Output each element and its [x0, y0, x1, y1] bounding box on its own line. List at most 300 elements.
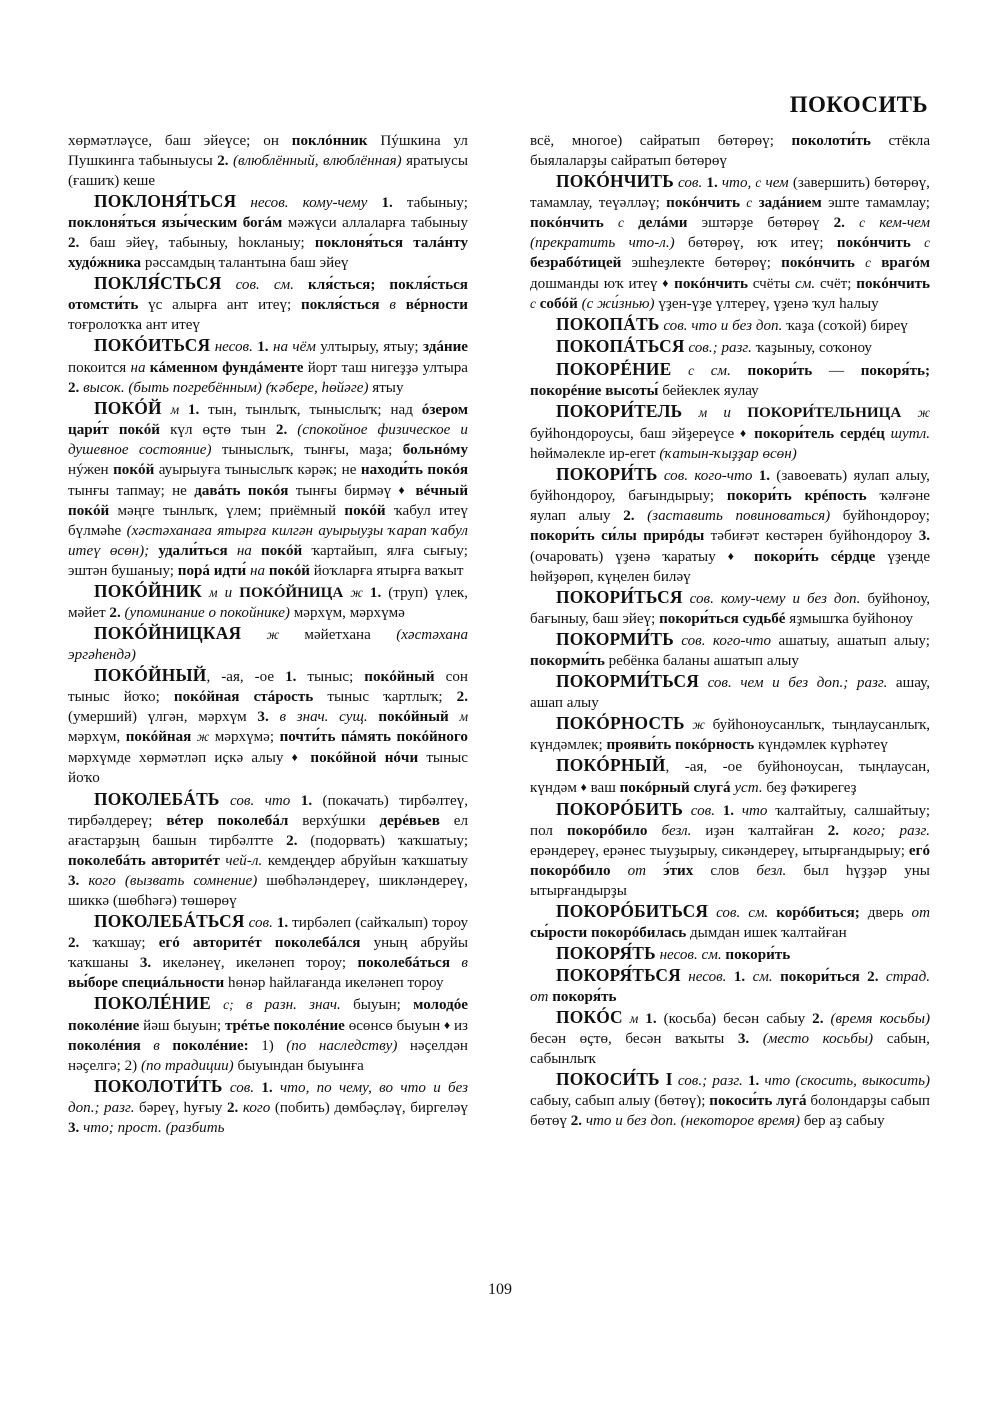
illustrative-phrase: фундáменте — [222, 359, 304, 376]
gloss-italic: покойнике) — [219, 605, 290, 622]
translation-text: Пушкинга — [68, 153, 135, 170]
dictionary-entry — [530, 901, 930, 943]
illustrative-phrase: пáмять — [340, 729, 392, 746]
translation-text: эште — [828, 195, 860, 212]
translation-text: фәҡирегеҙ — [790, 780, 857, 797]
gloss-italic: һөйәге) — [321, 379, 369, 396]
translation-text: дөмбәҫләү, — [334, 1100, 406, 1117]
translation-text: покоится — [68, 359, 127, 376]
translation-text: тороу — [432, 914, 469, 931]
gender-marker: ж — [692, 717, 705, 733]
gender-marker: ж — [917, 404, 931, 420]
gloss-italic: (быть — [128, 379, 169, 396]
gender-marker: с — [530, 296, 536, 312]
entry-headword: ПОКÓС — [556, 1006, 623, 1027]
translation-text: тыңлаусанлыҡ, — [832, 717, 931, 734]
grammar-label: несов. — [688, 968, 727, 985]
gender-marker: с — [755, 175, 762, 191]
sense-number: 2. — [68, 235, 80, 252]
grammar-label: сов. — [663, 318, 688, 335]
translation-text: биргеләү — [410, 1100, 468, 1117]
sense-number: 3. — [918, 527, 931, 544]
translation-text: дверь — [867, 904, 904, 921]
translation-text: күл — [170, 421, 193, 438]
translation-text: ҡул — [812, 296, 836, 313]
grammar-label: в — [245, 996, 253, 1013]
gloss-italic: (заставить — [647, 507, 723, 524]
translation-text: алыу — [578, 507, 611, 524]
gloss-italic: сомнение) — [193, 872, 258, 889]
left-column — [68, 131, 468, 1271]
grammar-label: см. — [701, 946, 722, 963]
illustrative-phrase: задáнием — [758, 195, 822, 212]
translation-text: тыңлаусан, — [858, 759, 930, 776]
gloss-italic: погребённым) — [172, 379, 262, 396]
translation-text: сабын, — [886, 1031, 930, 1048]
entry-headword: ПОКОРМИ́ТЬ — [556, 629, 674, 650]
illustrative-phrase: давáть — [194, 482, 241, 499]
translation-text: мәрхүмә — [349, 605, 405, 622]
translation-text: мәрхүмә; — [214, 729, 275, 746]
gloss-italic: (с — [581, 296, 594, 313]
grammar-label: страд. — [885, 968, 930, 985]
translation-text: абруйын — [340, 852, 397, 869]
grammar-label: доп.; — [68, 1100, 100, 1117]
grammar-label: сов. — [248, 914, 273, 931]
grammar-label: чем — [740, 675, 764, 692]
translation-text: ялға — [386, 542, 415, 559]
gloss-italic: влюблённая) — [323, 153, 402, 170]
translation-text: абруйы — [420, 934, 469, 951]
illustrative-phrase: вéрности — [405, 297, 469, 314]
gloss-italic: (время — [830, 1010, 873, 1027]
sense-number: 1. — [300, 792, 313, 809]
gloss-italic: традиции) — [164, 1058, 234, 1075]
illustrative-phrase: поклóнник — [291, 133, 368, 149]
gloss-italic: итеү — [68, 542, 101, 559]
illustrative-phrase: покля́сться — [301, 297, 380, 314]
gloss-italic: (ҡәбере, — [265, 379, 318, 396]
grammar-label: кому-чему — [720, 591, 786, 608]
entry-headword: ПОКОРИ́ТЬСЯ — [556, 587, 683, 608]
entry-headword: ПОКÓЙ — [94, 397, 162, 418]
translation-text: аллаларға — [342, 215, 406, 232]
grammar-label: см. — [273, 277, 294, 294]
translation-text: һайлағанда — [269, 974, 342, 991]
translation-text: быуынға — [307, 1058, 364, 1075]
translation-text: бөтөрөү; — [717, 133, 774, 149]
gloss-italic: (прекратить — [530, 235, 616, 252]
translation-text: төшөрөү — [180, 892, 237, 909]
phraseology-lozenge: ♦ — [580, 780, 587, 795]
translation-text: (завершить) — [792, 175, 871, 192]
dictionary-entry — [530, 671, 930, 713]
gloss-italic: (место — [762, 1031, 810, 1048]
sense-number: 1. — [276, 914, 289, 931]
translation-text: йоҡо; — [123, 689, 160, 706]
translation-text: ваҡыт — [424, 562, 464, 579]
translation-text: күндәмлек — [758, 737, 827, 754]
illustrative-phrase: покоря́ть — [552, 988, 617, 1005]
dictionary-entry — [530, 336, 930, 358]
entry-headword: ПОКÓЙНИК — [94, 581, 202, 602]
entry-headword: ПОКЛОНЯ́ТЬСЯ — [94, 191, 237, 212]
sense-number: 1. — [381, 195, 393, 212]
translation-text: сабып — [890, 1093, 930, 1110]
translation-text: не — [341, 461, 357, 478]
illustrative-phrase: покорóбилась — [591, 924, 687, 941]
translation-text: ҡалтайған — [748, 822, 814, 839]
gender-marker: м — [459, 709, 468, 725]
translation-text: ятыу — [372, 379, 404, 396]
sense-number: 2. — [217, 153, 229, 170]
entry-headword: ПОКОРÓБИТЬСЯ — [556, 900, 709, 921]
translation-text: быуын; — [173, 1018, 222, 1035]
dictionary-entry — [68, 581, 468, 623]
dictionary-entry — [68, 1076, 468, 1138]
grammar-label: без — [806, 591, 827, 608]
translation-text: уны — [904, 862, 930, 879]
illustrative-phrase: здáние — [422, 339, 469, 356]
translation-text: дымдан — [689, 924, 740, 941]
dictionary-entry — [530, 314, 930, 336]
gloss-italic: и — [460, 421, 468, 438]
translation-text: (очаровать) — [530, 548, 604, 565]
grammar-label: сов.; — [677, 1073, 708, 1090]
translation-text: 2) — [124, 1058, 138, 1075]
translation-text: ҡаҡшаны — [68, 954, 129, 971]
translation-text: нәҫелдән — [409, 1038, 468, 1055]
gloss-italic: (по — [286, 1038, 307, 1055]
translation-text: быуындан — [237, 1058, 304, 1075]
translation-text: мәрхүм, — [68, 729, 121, 746]
gloss-italic: (некоторое — [680, 1113, 755, 1130]
grammar-label: что — [585, 1113, 612, 1130]
translation-text: өҫтө, — [579, 1031, 612, 1048]
entry-headword: ПОКÓРНЫЙ — [556, 755, 666, 776]
gloss-italic: наследству) — [318, 1038, 398, 1055]
illustrative-phrase: покóйный — [378, 709, 449, 726]
grammar-label: от — [911, 904, 930, 921]
gloss-italic: өсөн) — [762, 445, 797, 462]
translation-text: табыныу, — [168, 235, 228, 252]
dictionary-entry — [530, 464, 930, 587]
translation-text: -ое — [722, 759, 743, 776]
translation-text: күндәмлек; — [530, 737, 603, 754]
illustrative-phrase: сы́рости — [530, 924, 588, 941]
illustrative-phrase: стáрость — [253, 689, 314, 706]
translation-text: ятыу; — [383, 339, 419, 356]
grammar-label: см. — [710, 362, 731, 379]
translation-text: бесән — [723, 1010, 760, 1027]
translation-text: кәрәк; — [297, 461, 338, 478]
illustrative-phrase: покори́тель — [754, 425, 835, 442]
gender-marker: ж — [266, 627, 280, 643]
grammar-label: и — [433, 1080, 441, 1097]
illustrative-phrase: покоси́ть — [709, 1093, 773, 1110]
grammar-label: сов. — [681, 633, 706, 650]
gender-marker: с — [746, 195, 753, 211]
entry-headword: ПОКÓИТЬСЯ — [94, 335, 211, 356]
translation-text: бейеклек — [662, 382, 721, 399]
translation-text: верхýшки — [302, 812, 366, 829]
translation-text: үлтереү, — [715, 296, 770, 313]
dictionary-entry — [68, 623, 468, 665]
translation-text: сайратып — [610, 153, 672, 170]
translation-text: йоҡо — [68, 770, 100, 787]
translation-text: бүлмәһе — [68, 522, 122, 539]
translation-text: сайратып — [639, 133, 701, 149]
translation-text: ытырғандырҙы — [530, 882, 627, 899]
translation-text: тирбәлеп — [292, 914, 352, 931]
grammar-label: что — [400, 1080, 426, 1097]
illustrative-phrase: покóй — [68, 502, 110, 519]
translation-text: буйһоноу, — [867, 591, 931, 608]
translation-text: көстәрен — [765, 527, 823, 544]
translation-text: сабыу — [766, 1010, 806, 1027]
translation-text: биреү — [870, 318, 908, 335]
running-head: ПОКОСИТЬ — [789, 92, 928, 117]
translation-text: буйһондороу; — [842, 507, 930, 524]
illustrative-phrase: покорóбило — [566, 822, 648, 839]
gloss-italic: (влюблённый, — [232, 153, 319, 170]
grammar-label: и — [720, 318, 729, 335]
translation-text: өсөнсө — [348, 1018, 393, 1035]
grammar-label: по — [316, 1080, 332, 1097]
gloss-italic: ҡабул — [432, 522, 468, 539]
illustrative-phrase: покóй — [118, 421, 160, 438]
translation-text: (сайҡалып) — [355, 914, 429, 931]
illustrative-phrase: поколéние: — [172, 1038, 249, 1055]
translation-text: итеү — [628, 276, 658, 293]
illustrative-phrase: богáм — [242, 215, 283, 232]
translation-text: соҡоноу — [818, 340, 872, 357]
gloss-italic: (хәстәханаға — [126, 522, 212, 539]
gloss-italic: ауырыуҙы — [318, 522, 384, 539]
illustrative-phrase: идти́ — [213, 562, 247, 579]
translation-text: итеү; — [790, 235, 824, 252]
translation-text: ребёнка — [608, 653, 660, 670]
grammar-label: несов. — [250, 195, 289, 212]
illustrative-phrase: поклоня́ться — [68, 215, 157, 232]
sense-number: 1. — [187, 401, 200, 418]
gloss-italic: жи́знью) — [597, 296, 655, 313]
illustrative-phrase: покори́ть — [725, 946, 791, 963]
translation-text: табыныусы — [138, 153, 213, 170]
gloss-italic: (упоминание — [124, 605, 205, 622]
translation-text: болондарҙы — [810, 1093, 887, 1110]
grammar-label: чему, — [338, 1080, 372, 1097]
illustrative-phrase: покоря́ть; — [860, 362, 931, 379]
grammar-label: сов. — [230, 792, 255, 809]
entry-headword: ПОКОРЯ́ТЬ — [556, 942, 656, 963]
illustrative-phrase: безрабóтицей — [530, 255, 622, 272]
translation-text: тыуҙырыу, — [649, 842, 718, 859]
translation-text: һүҙҙәр — [845, 862, 888, 879]
illustrative-phrase: покóнчить — [781, 255, 855, 272]
translation-text: һалыу — [839, 296, 879, 313]
illustrative-phrase: вéтер — [166, 812, 204, 829]
translation-text: икеләнеп — [235, 954, 295, 971]
translation-text: тынғы, — [304, 441, 349, 458]
grammar-label: кому-чему — [302, 195, 368, 212]
grammar-label: от — [530, 988, 549, 1005]
translation-text: всё, — [530, 133, 555, 149]
illustrative-phrase: покорми́ть — [530, 653, 605, 670]
sense-number: 2. — [68, 379, 80, 396]
translation-text: ултырыу, — [320, 339, 379, 356]
grammar-label: разг. — [721, 340, 752, 357]
translation-text: мәңге — [117, 502, 155, 519]
dictionary-entry — [530, 1007, 930, 1069]
translation-text: маҙа; — [359, 441, 393, 458]
translation-text: (шөбһәгә) — [112, 892, 177, 909]
dictionary-entry — [530, 799, 930, 901]
gloss-italic: (ҡатын-ҡыҙҙар — [659, 445, 759, 462]
translation-text: ятырға — [376, 562, 421, 579]
translation-text: (побить) — [274, 1100, 330, 1117]
translation-text: ҡалтайған — [781, 924, 847, 941]
phraseology-lozenge: ♦ — [662, 276, 670, 291]
translation-text: мәрхүм, — [293, 605, 346, 622]
gender-marker: м — [698, 404, 708, 420]
translation-text: -ая, — [221, 669, 244, 686]
illustrative-phrase: поколéния — [68, 1038, 141, 1055]
grammar-label: кого — [242, 1100, 271, 1117]
illustrative-phrase: покóя — [427, 461, 469, 478]
illustrative-phrase: цари́т — [68, 421, 109, 438]
sense-number: 1. — [706, 175, 718, 192]
translation-text: ишек — [743, 924, 778, 941]
illustrative-phrase: талáнту — [413, 235, 469, 252]
translation-text: яулау — [723, 382, 759, 399]
dictionary-entry — [68, 335, 468, 397]
grammar-label: сов.; — [688, 340, 718, 357]
grammar-label: см. — [748, 904, 769, 921]
illustrative-phrase: покори́ть — [754, 548, 819, 565]
entry-headword: ПОКОЛОТИ́ТЬ — [94, 1076, 223, 1097]
translation-text: табыныу — [410, 215, 468, 232]
translation-text: кемдеңдер — [267, 852, 336, 869]
grammar-label: без — [626, 1113, 647, 1130]
dictionary-entry — [68, 665, 468, 788]
grammar-label: чём — [292, 339, 316, 356]
translation-text: иҙән — [705, 822, 735, 839]
gloss-italic: повиноваться) — [735, 507, 831, 524]
translation-text: тороу — [407, 974, 444, 991]
grammar-label: сов. — [689, 591, 714, 608]
illustrative-phrase: поклоня́ться — [314, 235, 404, 252]
illustrative-phrase: покори́ться — [659, 611, 739, 628]
translation-text: был — [803, 862, 829, 879]
grammar-label: что — [691, 318, 717, 335]
translation-text: тамамлау, — [530, 195, 593, 212]
translation-text: сабыу — [845, 1113, 885, 1130]
translation-text: һуғыу — [183, 1100, 223, 1117]
translation-text: , — [206, 669, 211, 686]
illustrative-phrase: вы́боре — [68, 974, 118, 991]
translation-text: бер — [803, 1113, 826, 1130]
grammar-label: и — [792, 591, 800, 608]
translation-text: ул — [453, 133, 468, 149]
translation-text: үҙенә — [773, 296, 809, 313]
translation-text: бәреү, — [139, 1100, 179, 1117]
translation-text: шөбһәләндереү, — [266, 872, 370, 889]
translation-text: үс — [148, 297, 163, 314]
translation-text: буйһондороу, — [530, 487, 616, 504]
illustrative-phrase: корóбиться; — [776, 904, 860, 921]
translation-text: ел — [453, 812, 468, 829]
sense-number: 2. — [68, 934, 80, 951]
translation-text: стёкла — [888, 133, 931, 149]
sense-number: 2. — [570, 1113, 583, 1130]
translation-text: мәйет — [68, 605, 106, 622]
grammar-label: чем — [765, 175, 789, 192]
translation-text: теүәлләү; — [598, 195, 660, 212]
gender-marker: с — [924, 235, 931, 251]
grammar-label: см. — [795, 276, 816, 293]
illustrative-phrase: покóйного — [396, 729, 468, 746]
translation-text: алыу, — [895, 467, 930, 484]
grammar-label: безл. — [661, 822, 692, 839]
grammar-label: и — [615, 1113, 623, 1130]
translation-text: эштән — [68, 562, 108, 579]
grammar-label: кого-что — [694, 467, 753, 484]
translation-text: эштәрҙе — [701, 215, 754, 232]
translation-text: яҙмышҡа — [789, 611, 849, 628]
phraseology-lozenge: ♦ — [444, 1018, 451, 1033]
dictionary-entry — [530, 629, 930, 671]
sense-number: 2. — [812, 1010, 824, 1027]
translation-text: сикәндереү, — [721, 842, 799, 859]
dictionary-entry — [68, 273, 468, 335]
translation-text: 1) — [261, 1038, 274, 1055]
illustrative-phrase: покорéние — [530, 382, 602, 399]
translation-text: алырға — [172, 297, 218, 314]
grammar-label: без — [448, 1080, 469, 1097]
translation-text: алыу — [566, 695, 599, 712]
illustrative-phrase: покóя — [247, 482, 289, 499]
grammar-label: что — [741, 802, 768, 819]
gloss-italic: (по — [140, 1058, 162, 1075]
illustrative-phrase: покóнчить — [666, 195, 740, 212]
translation-text: не — [172, 482, 187, 499]
dictionary-entry — [530, 1069, 930, 1131]
translation-text: ир-егет — [609, 445, 656, 462]
grammar-label: кого; — [853, 822, 886, 839]
illustrative-phrase: покóй — [113, 461, 155, 478]
sense-number: 3. — [139, 954, 152, 971]
grammar-label: сов. — [663, 467, 689, 484]
entry-headword: ПОКОРИ́ТЬ — [556, 463, 658, 484]
translation-text: ашатыу, — [778, 633, 830, 650]
translation-text: бесән — [625, 1031, 662, 1048]
dictionary-entry — [530, 171, 930, 314]
entry-headword: ПОКОРÉНИЕ — [556, 358, 672, 379]
translation-text: алыу — [618, 1093, 651, 1110]
translation-text: бөтөрөү — [674, 153, 727, 170]
grammar-label: безл. — [756, 862, 787, 879]
grammar-label: разг. — [899, 822, 930, 839]
gloss-italic: (спокойное — [297, 421, 368, 438]
dictionary-entry — [530, 587, 930, 629]
translation-text: ҡабул — [393, 502, 431, 519]
illustrative-phrase: покóй — [268, 562, 310, 579]
illustrative-phrase: си́лы — [601, 527, 637, 544]
translation-text: шиккә — [68, 892, 110, 909]
sense-number: 1. — [722, 802, 735, 819]
entry-headword: ПОКЛЯ́СТЬСЯ — [94, 273, 222, 294]
